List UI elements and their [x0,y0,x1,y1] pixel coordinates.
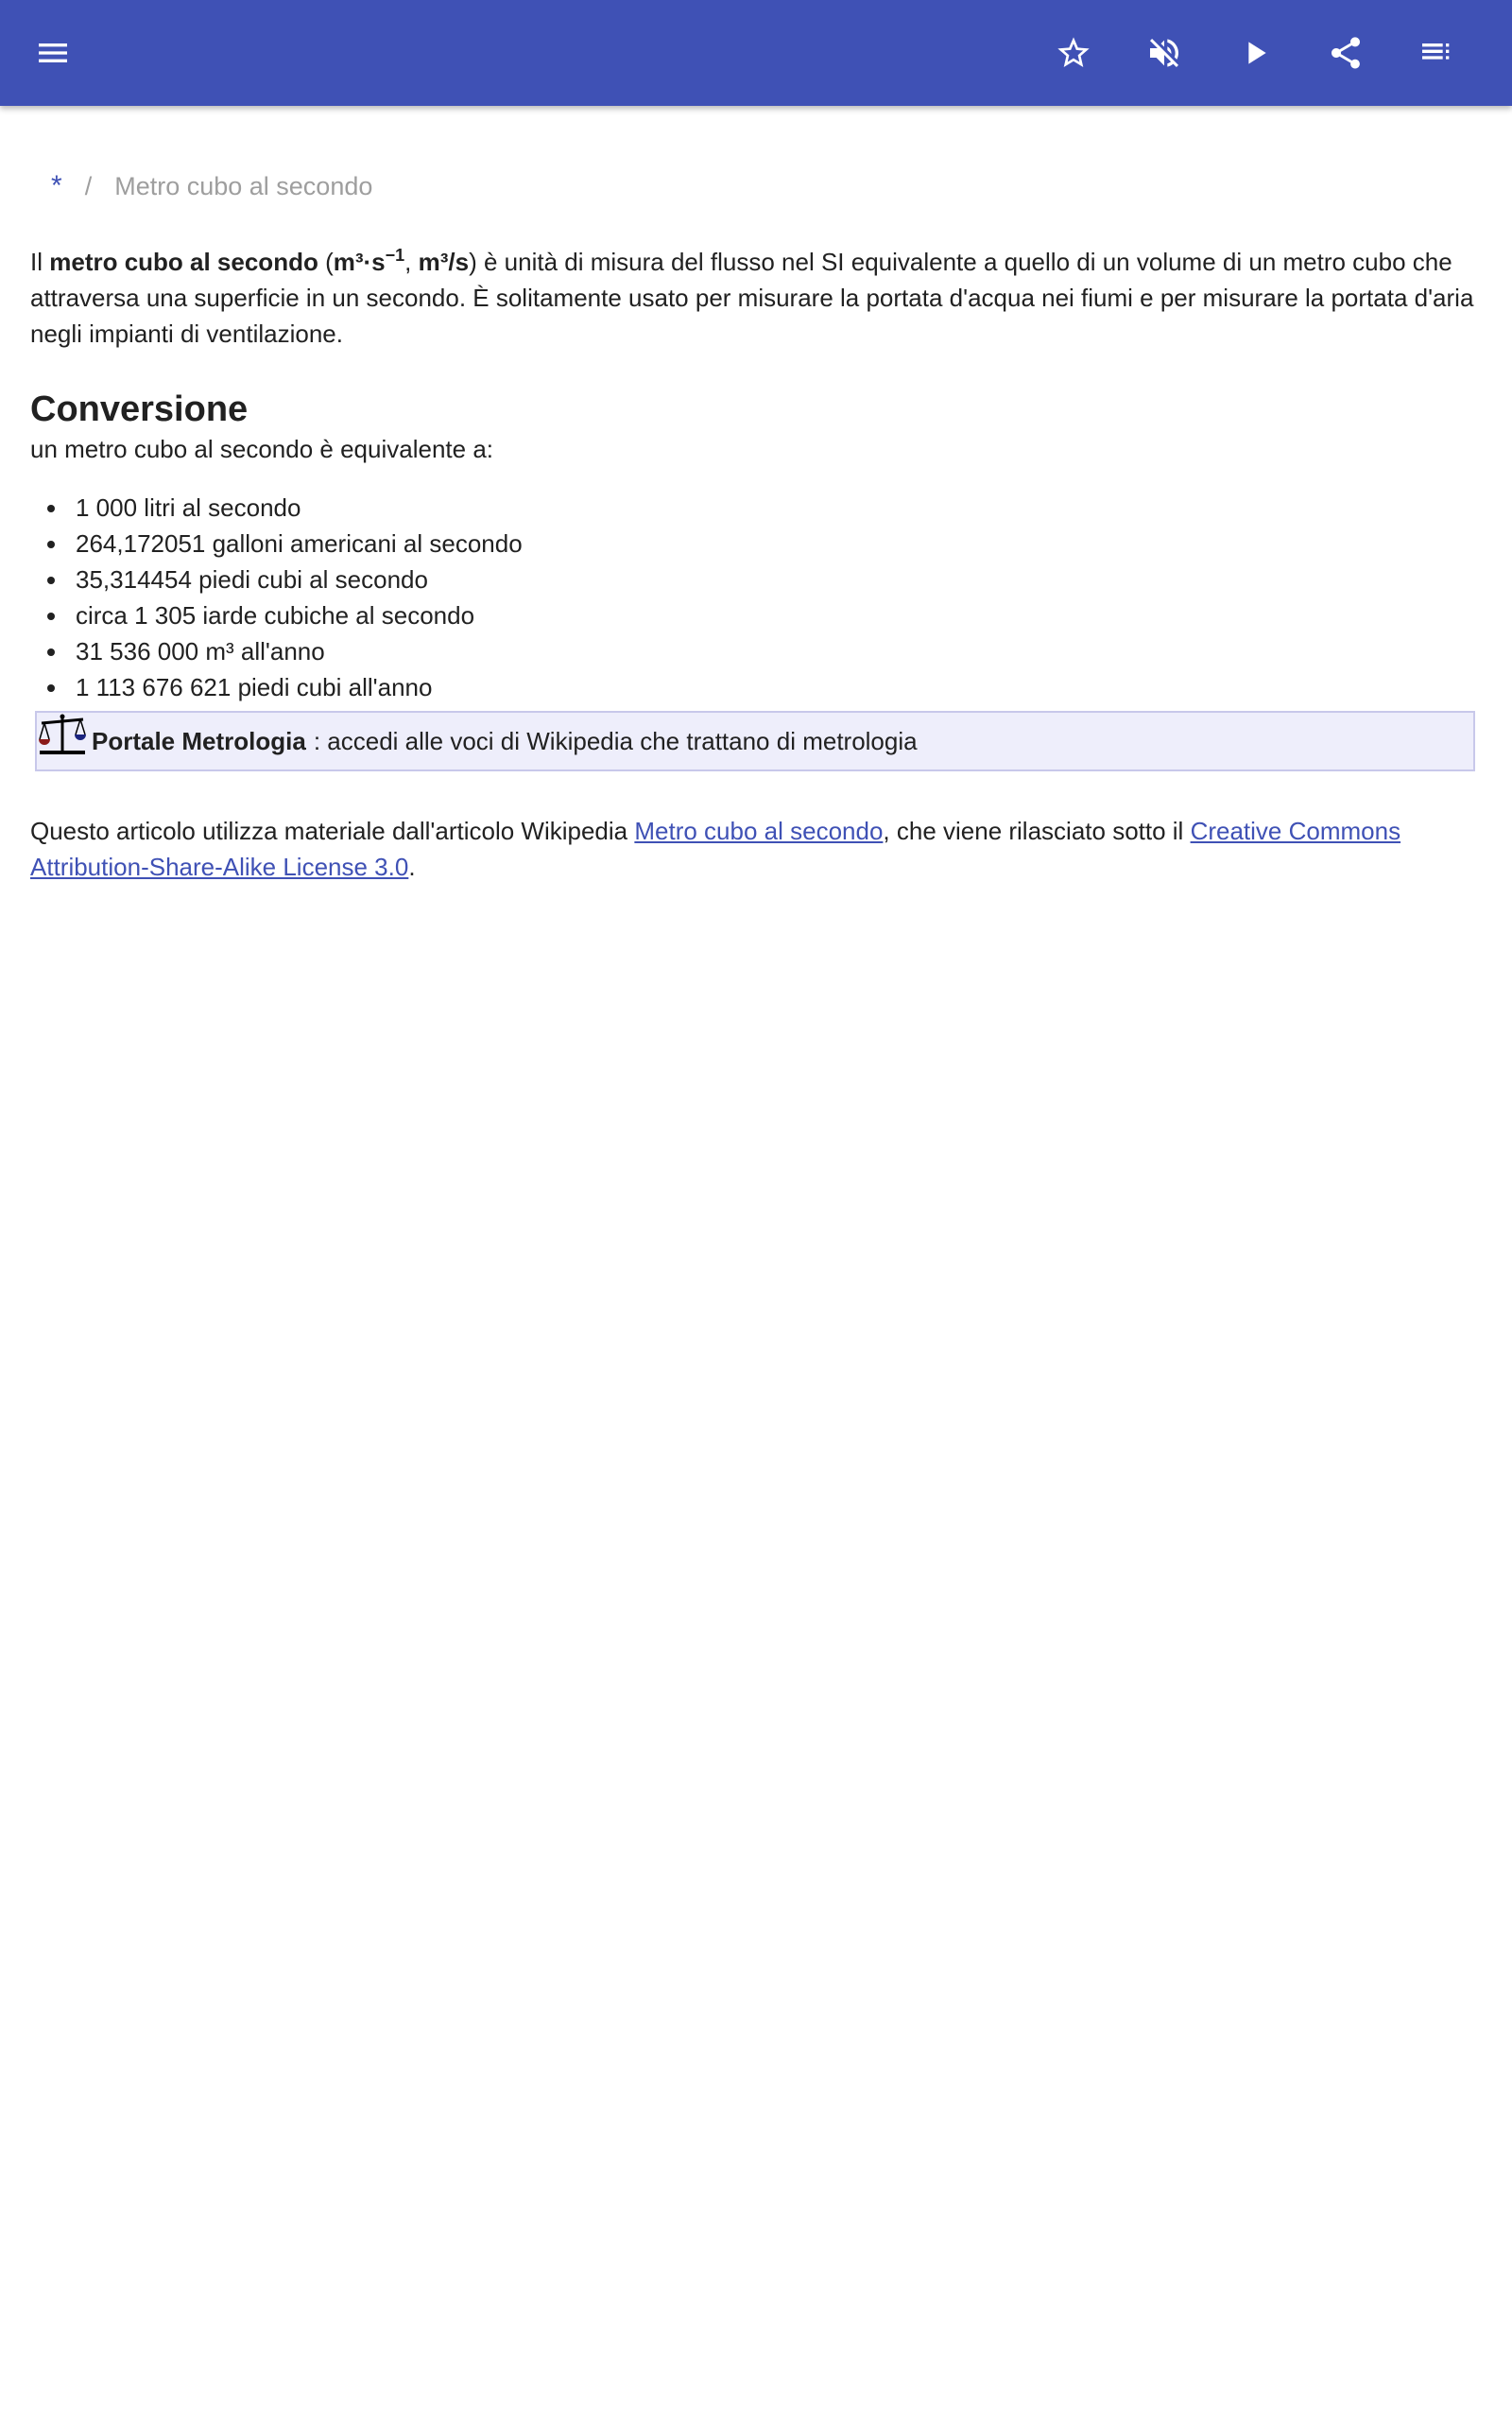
portal-description: : accedi alle voci di Wikipedia che trattano di metrologia [313,727,918,755]
intro-term: metro cubo al secondo [49,248,318,276]
portal-box[interactable] [35,711,1475,771]
conversion-list [30,490,1482,705]
list-item: 1 000 litri al secondo [76,490,1482,526]
intro-paragraph [30,244,1482,352]
play-icon[interactable] [1228,26,1281,79]
attribution-text: , che viene rilasciato sotto il [883,817,1191,845]
list-item: 1 113 676 621 piedi cubi all'anno [76,669,1482,705]
intro-symbol [334,248,404,276]
intro-text: ( [318,248,334,276]
attribution-text: . [408,853,416,881]
attribution-text: Questo articolo utilizza materiale dall'articolo Wikipedia [30,817,635,845]
license-link[interactable]: Creative Commons Attribution-Share-Alike License 3.0 [30,817,1401,881]
section-heading-conversione: Conversione [30,389,249,429]
app-toolbar [0,0,1512,106]
breadcrumb-separator: / [84,172,93,200]
star-outline-icon[interactable] [1047,26,1100,79]
conversion-lead: un metro cubo al secondo è equivalente a: [30,435,494,463]
list-item: 35,314454 piedi cubi al secondo [76,562,1482,597]
intro-text: Il [30,248,50,276]
list-item: 264,172051 galloni americani al secondo [76,526,1482,562]
playlist-icon[interactable] [1410,26,1463,79]
scale-icon [38,713,87,758]
breadcrumb-home-link[interactable]: * [51,170,62,201]
intro-text: , [404,248,419,276]
breadcrumb-current: Metro cubo al secondo [114,172,373,200]
intro-symbol-exponent: −1 [385,246,405,265]
attribution-paragraph [30,813,1482,885]
share-icon[interactable] [1319,26,1372,79]
intro-text: ) è unità di misura del flusso nel SI equivalente a quello di un volume di un metro cubo che attraversa una superficie in un secondo. È solitamente usato per misurare la portata d'acqua nei fiumi e per misurare la portata d'aria negli impianti di ventilazione. [30,248,1474,348]
list-item: circa 1 305 iarde cubiche al secondo [76,597,1482,633]
portal-name: Portale Metrologia [92,727,306,755]
volume-off-icon[interactable] [1138,26,1191,79]
breadcrumb [51,151,1482,219]
menu-icon[interactable] [26,26,79,79]
list-item: 31 536 000 m³ all'anno [76,633,1482,669]
source-article-link[interactable]: Metro cubo al secondo [634,817,884,845]
intro-symbol-alt: m³/s [418,248,470,276]
intro-symbol-base: m³·s [333,248,386,276]
article-content [30,151,1482,885]
